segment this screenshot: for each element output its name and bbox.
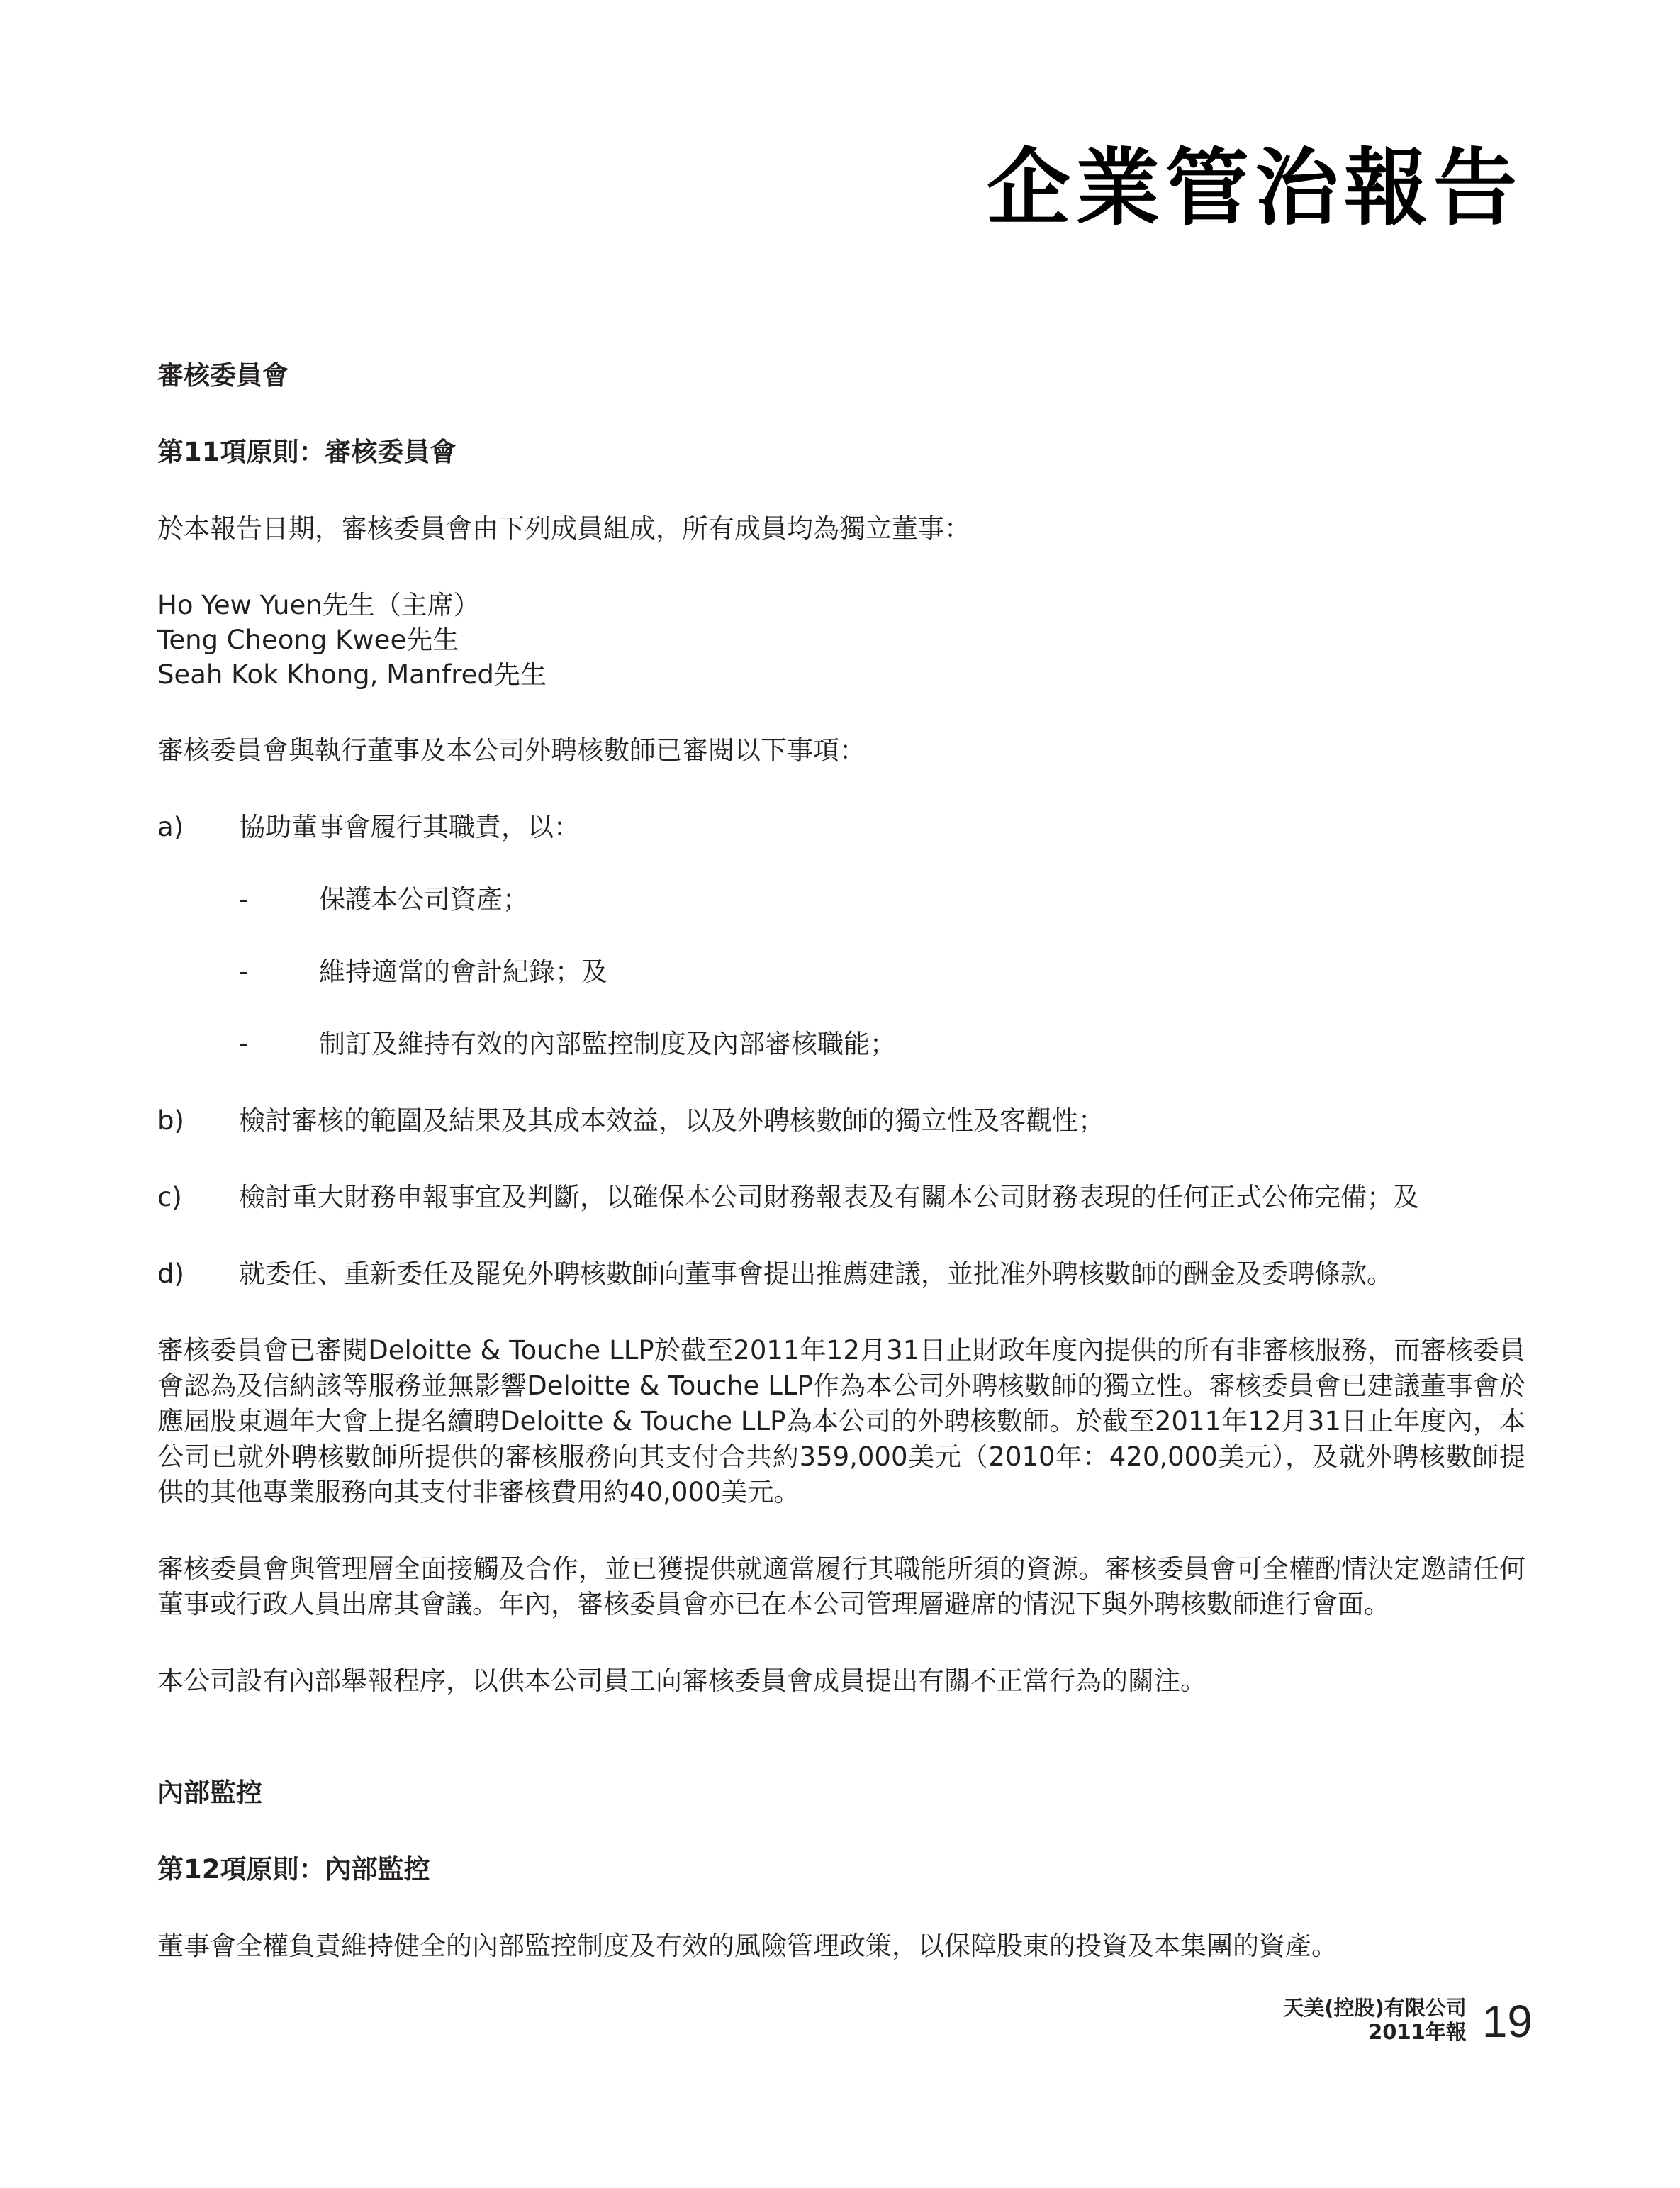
page-number: 19 — [1482, 1996, 1533, 2047]
principle-11-heading: 第11項原則：審核委員會 — [157, 437, 457, 467]
internal-control-section — [157, 1775, 1525, 1964]
section-heading-audit-committee: 審核委員會 — [157, 360, 289, 391]
list-item-a — [157, 810, 1525, 845]
sub-item-text: 制訂及維持有效的內部監控制度及內部審核職能； — [319, 1029, 896, 1059]
member-item: Ho Yew Yuen先生（主席） — [157, 590, 480, 620]
whistleblowing-paragraph: 本公司設有內部舉報程序，以供本公司員工向審核委員會成員提出有關不正當行為的關注。 — [157, 1665, 1206, 1696]
sub-item — [239, 1027, 1525, 1062]
member-list — [157, 588, 1525, 692]
section-heading-internal-control: 內部監控 — [157, 1777, 262, 1808]
principle-12-heading: 第12項原則：內部監控 — [157, 1854, 430, 1885]
list-label: a) — [157, 812, 184, 842]
list-item-b — [157, 1103, 1525, 1139]
list-text: 檢討重大財務申報事宜及判斷，以確保本公司財務報表及有關本公司財務表現的任何正式公佈完備；及 — [239, 1182, 1419, 1212]
dash-bullet: - — [239, 884, 249, 915]
list-item-c — [157, 1180, 1525, 1215]
list-label: c) — [157, 1182, 182, 1212]
list-label: b) — [157, 1105, 184, 1136]
main-content — [157, 358, 1525, 1964]
list-label: d) — [157, 1258, 184, 1289]
footer-names — [1283, 1996, 1467, 2044]
intro-paragraph: 於本報告日期，審核委員會由下列成員組成，所有成員均為獨立董事： — [157, 513, 970, 544]
member-item: Seah Kok Khong, Manfred先生 — [157, 659, 547, 690]
sub-item-text: 維持適當的會計紀錄；及 — [319, 956, 607, 987]
page-title: 企業管治報告 — [986, 139, 1523, 237]
sub-item — [239, 882, 1525, 917]
report-name: 2011年報 — [1368, 2020, 1467, 2044]
member-item: Teng Cheong Kwee先生 — [157, 625, 459, 655]
list-item-d — [157, 1256, 1525, 1292]
committee-access-paragraph: 審核委員會與管理層全面接觸及合作，並已獲提供就適當履行其職能所須的資源。審核委員會可全權酌情決定邀請任何董事或行政人員出席其會議。年內，審核委員會亦已在本公司管理層避席的情況下與外聘核數師進行會面。 — [157, 1553, 1525, 1619]
sub-item-text: 保護本公司資產； — [319, 884, 529, 915]
page-footer — [1283, 1996, 1533, 2047]
list-text: 就委任、重新委任及罷免外聘核數師向董事會提出推薦建議，並批准外聘核數師的酬金及委聘條款。 — [239, 1258, 1393, 1289]
sub-item — [239, 954, 1525, 990]
internal-control-paragraph: 董事會全權負責維持健全的內部監控制度及有效的風險管理政策，以保障股東的投資及本集團的資產。 — [157, 1931, 1338, 1961]
list-text: 檢討審核的範圍及結果及其成本效益，以及外聘核數師的獨立性及客觀性； — [239, 1105, 1104, 1136]
company-name: 天美(控股)有限公司 — [1283, 1996, 1467, 2020]
dash-bullet: - — [239, 956, 249, 987]
list-text: 協助董事會履行其職責，以： — [239, 812, 580, 842]
dash-bullet: - — [239, 1029, 249, 1059]
reviewed-intro: 審核委員會與執行董事及本公司外聘核數師已審閱以下事項： — [157, 735, 866, 766]
auditor-fees-paragraph: 審核委員會已審閱Deloitte & Touche LLP於截至2011年12月31日止財政年度內提供的所有非審核服務，而審核委員會認為及信納該等服務並無影響Deloitte & Touche LLP作為本公司外聘核數師的獨立性。審核委員會已建議董事會於應屆股東週年大會上提名續聘Deloitte & Touche LLP為本公司的外聘核數師。於截至2011年12月31日止年度內，本公司已就外聘核數師所提供的審核服務向其支付合共約359,000美元（2010年：420,000美元），及就外聘核數師提供的其他專業服務向其支付非審核費用約40,000美元。 — [157, 1335, 1525, 1507]
